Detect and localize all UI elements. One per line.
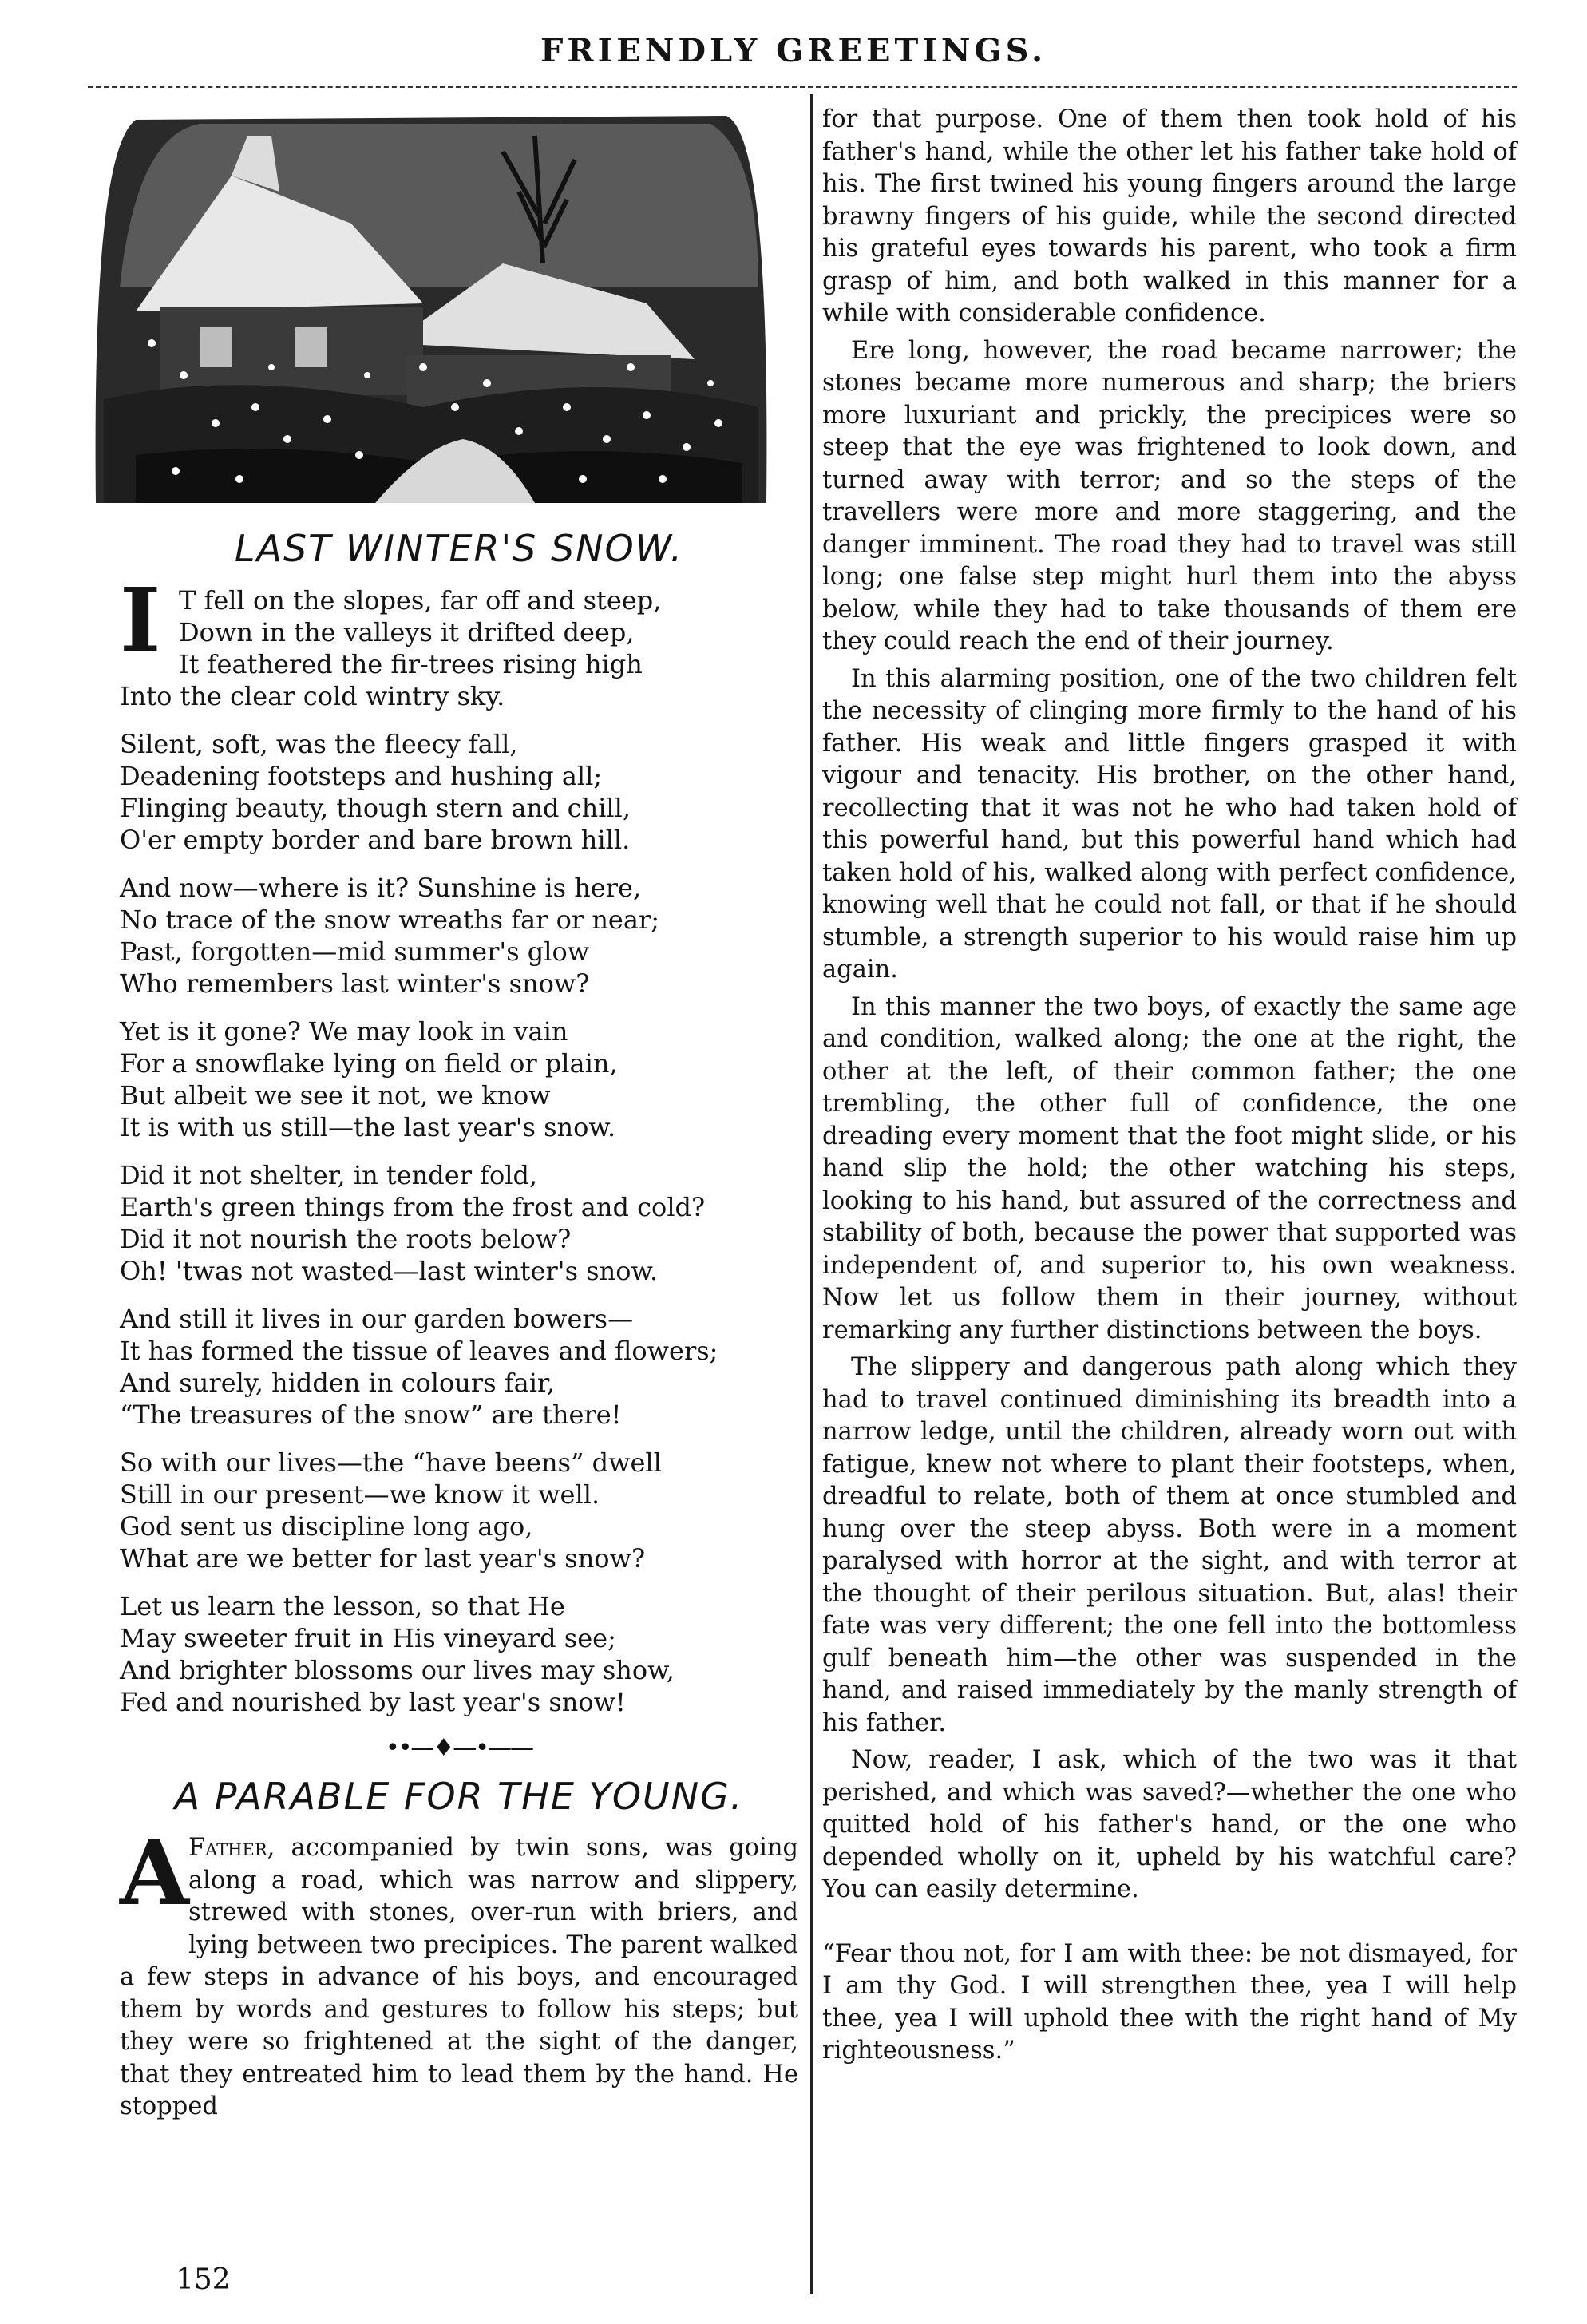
- page-header: FRIENDLY GREETINGS.: [540, 32, 1047, 69]
- poem-line: But albeit we see it not, we know: [120, 1080, 551, 1111]
- poem-line: No trace of the snow wreaths far or near;: [120, 905, 660, 935]
- poem-line: Earth's green things from the frost and cold?: [120, 1192, 706, 1222]
- poem-line: Deadening footsteps and hushing all;: [120, 761, 603, 791]
- poem-line: And brighter blossoms our lives may show,: [120, 1655, 675, 1685]
- poem-line: And still it lives in our garden bowers—: [120, 1304, 634, 1334]
- poem-title: LAST WINTER'S SNOW.: [234, 527, 684, 570]
- poem-line: Silent, soft, was the fleecy fall,: [120, 729, 518, 759]
- poem-line: Into the clear cold wintry sky.: [120, 681, 505, 711]
- poem-line: T fell on the slopes, far off and steep,: [179, 585, 662, 616]
- poem-stanza-3: [120, 872, 798, 1000]
- poem-drop-cap: I: [120, 568, 161, 671]
- parable-paragraph-5: The slippery and dangerous path along which they had to travel continued diminishing its breadth into a narrow ledge, until the children, already worn out with fatigue, knew not where to plant their footsteps, when, dreadful to relate, both of them at once stumbled and hung over the steep abyss. Both were in a moment paralysed with horror at the sight, and with terror at the thought of their perilous situation. But, alas! their fate was very different; the one fell into the bottomless gulf beneath him—the other was suspended in the hand, and raised immediately by the manly strength of his father.: [822, 1353, 1517, 1737]
- poem-line: And surely, hidden in colours fair,: [120, 1368, 555, 1398]
- parable-paragraph-2: Ere long, however, the road became narrower; the stones became more numerous and sharp; the briers more luxuriant and prickly, the precipices were so steep that the eye was frightened to look down, and turned away with terror; and so the steps of the travellers were more and more staggering, and the danger imminent. The road they had to travel was still long; one false step might hurl them into the abyss below, while they had to take thousands of them ere they could reach the end of their journey.: [822, 336, 1517, 655]
- poem-line: It feathered the fir-trees rising high: [179, 649, 643, 679]
- poem-line: It has formed the tissue of leaves and flowers;: [120, 1336, 718, 1366]
- poem-stanza-6: [120, 1303, 798, 1431]
- parable-paragraph-1-right: for that purpose. One of them then took hold of his father's hand, while the other let his father take hold of his. The first twined his young fingers around the large brawny fingers of his guide, while the second directed his grateful eyes towards his parent, who took a firm grasp of him, and both walked in this manner for a while with considerable confidence.: [822, 105, 1517, 327]
- section-ornament: ••—♦—•——: [386, 1734, 532, 1762]
- poem-line: What are we better for last year's snow?: [120, 1543, 646, 1574]
- parable-title: A PARABLE FOR THE YOUNG.: [174, 1775, 744, 1818]
- poem-line: Fed and nourished by last year's snow!: [120, 1687, 626, 1717]
- poem-line: Who remembers last winter's snow?: [120, 968, 590, 999]
- parable-paragraph-4: In this manner the two boys, of exactly the same age and condition, walked along; the one at the right, the other at the left, of their common father; the one trembling, the other full of confidence, the one dreading every moment that the foot might slide, or his hand slip the hold; the other watching his steps, looking to his hand, but assured of the correctness and stability of both, because the power that supported was independent of, and superior to, his own weakness. Now let us follow them in their journey, without remarking any further distinctions between the boys.: [822, 992, 1517, 1344]
- poem-line: O'er empty border and bare brown hill.: [120, 825, 631, 855]
- poem-line: God sent us discipline long ago,: [120, 1511, 533, 1542]
- parable-paragraph-3: In this alarming position, one of the two children felt the necessity of clinging more firmly to the hand of his father. His weak and little fingers grasped it with vigour and tenacity. His brother, on the other hand, recollecting that it was not he who had taken hold of this powerful hand, but this powerful hand which had taken hold of his, walked along with perfect confidence, knowing well that he could not fall, or that if he should stumble, a strength superior to his would raise him up again.: [822, 664, 1517, 984]
- poem-line: Let us learn the lesson, so that He: [120, 1591, 565, 1621]
- poem-stanza-1: [120, 568, 798, 712]
- poem-line: Flinging beauty, though stern and chill,: [120, 793, 631, 823]
- poem-line: Still in our present—we know it well.: [120, 1479, 600, 1510]
- poem-stanza-5: [120, 1159, 798, 1287]
- poem: [120, 568, 798, 1718]
- poem-stanza-2: [120, 728, 798, 856]
- poem-stanza-7: [120, 1447, 798, 1574]
- poem-line: Oh! 'twas not wasted—last winter's snow.: [120, 1256, 659, 1286]
- poem-line: Yet is it gone? We may look in vain: [120, 1016, 568, 1047]
- poem-line: Did it not shelter, in tender fold,: [120, 1160, 538, 1190]
- right-column: [822, 104, 1517, 2092]
- poem-line: So with our lives—the “have beens” dwell: [120, 1447, 662, 1478]
- left-column: [120, 104, 798, 2128]
- column-divider: [810, 94, 813, 2294]
- poem-line: May sweeter fruit in His vineyard see;: [120, 1623, 616, 1653]
- header-rule: [88, 86, 1517, 88]
- parable-text: accompanied by twin sons, was going along a road, which was narrow and slippery, strewed with stones, over-run with briers, and lying between two precipices. The parent walked a few steps in advance of his boys, and encouraged them by words and gestures to follow his steps; but they were so frightened at the sight of the danger, that they entreated him to lead them by the hand. He stopped: [120, 1834, 798, 2120]
- poem-stanza-4: [120, 1016, 798, 1143]
- poem-line: Did it not nourish the roots below?: [120, 1224, 572, 1254]
- poem-line: It is with us still—the last year's snow.: [120, 1112, 616, 1142]
- snowy-cottage-engraving-icon: [88, 104, 774, 511]
- scripture-quote: “Fear thou not, for I am with thee: be not dismayed, for I am thy God. I will strengthen thee, yea I will help thee, yea I will uphold thee with the right hand of My righteousness.”: [822, 1939, 1517, 2065]
- page-number: 152: [176, 2263, 231, 2296]
- poem-line: Down in the valleys it drifted deep,: [179, 617, 635, 647]
- poem-stanza-8: [120, 1590, 798, 1718]
- poem-line: “The treasures of the snow” are there!: [120, 1400, 622, 1430]
- poem-line: Past, forgotten—mid summer's glow: [120, 936, 590, 967]
- parable-paragraph-6: Now, reader, I ask, which of the two was it that perished, and which was saved?—whether the one who quitted hold of his father's hand, or the one who depended wholly on it, upheld by his watchful care? You can easily determine.: [822, 1746, 1517, 1903]
- parable-paragraph-1-left: [120, 1821, 798, 2124]
- parable-drop-cap: A: [120, 1821, 189, 1926]
- poem-line: For a snowflake lying on field or plain,: [120, 1048, 618, 1079]
- parable-lead-word: Father,: [188, 1834, 275, 1862]
- poem-line: And now—where is it? Sunshine is here,: [120, 873, 642, 903]
